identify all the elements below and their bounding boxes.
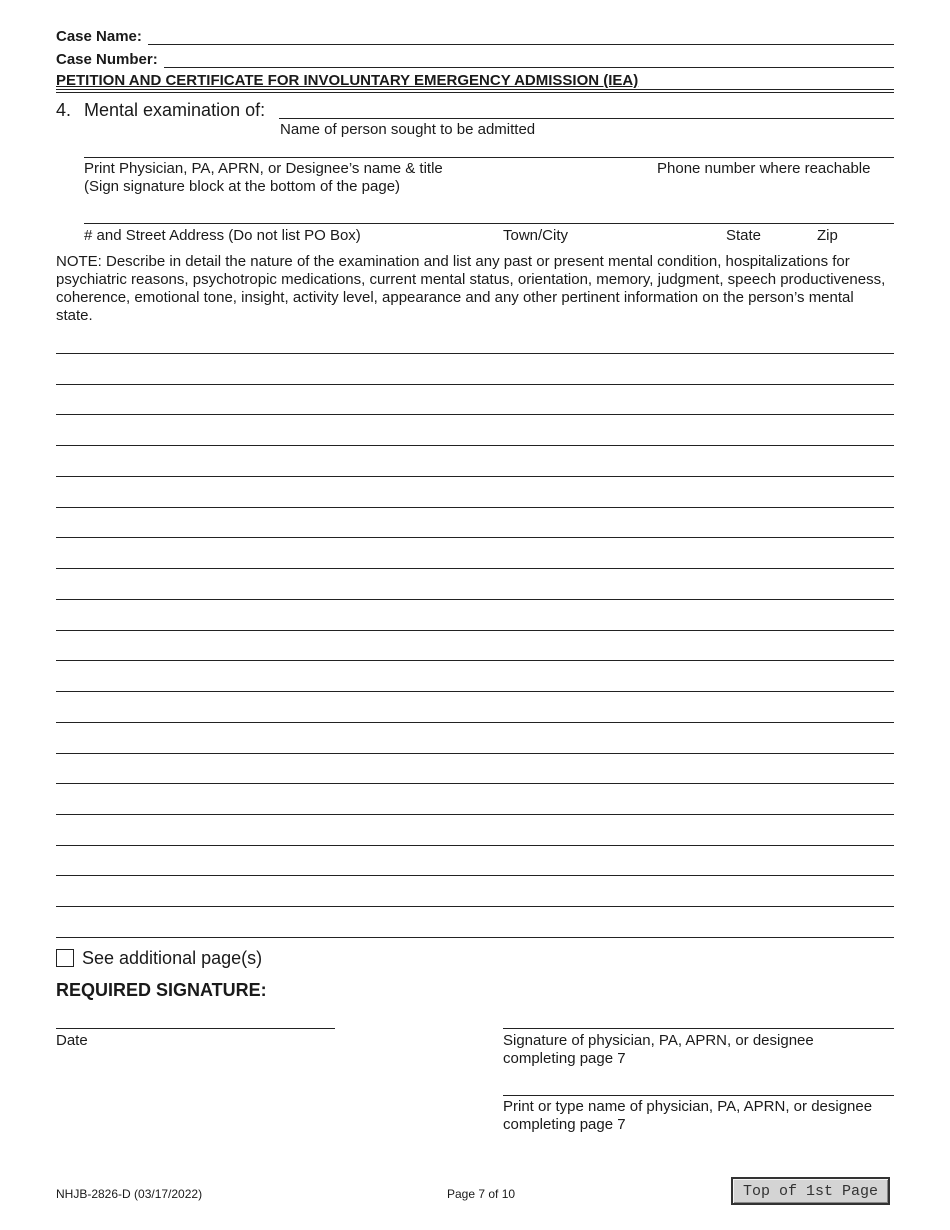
additional-pages-label: See additional page(s) (82, 948, 263, 968)
top-of-first-page-button[interactable]: Top of 1st Page (731, 1177, 890, 1205)
section-number: 4. (56, 100, 72, 120)
signature-field[interactable] (503, 1028, 894, 1029)
writing-line[interactable] (56, 537, 894, 538)
physician-name-field[interactable] (84, 157, 894, 158)
address-caption: # and Street Address (Do not list PO Box) (84, 227, 361, 244)
person-name-field[interactable] (279, 118, 894, 119)
additional-pages-checkbox[interactable] (56, 949, 74, 967)
writing-line[interactable] (56, 814, 894, 815)
form-id: NHJB-2826-D (03/17/2022) (56, 1187, 203, 1201)
title-divider-secondary (56, 92, 894, 93)
writing-line[interactable] (56, 845, 894, 846)
examination-note: NOTE: Describe in detail the nature of the examination and list any past or present mental condition, hospitalizations for psychiatric reasons, psychotropic medications, current mental status, orientation, memory, judgment, speech productiveness, coherence, emotional tone, insight, activity level, appearance and any other pertinent information on the person’s mental state. (56, 253, 886, 324)
printed-name-field[interactable] (503, 1095, 894, 1096)
writing-line[interactable] (56, 722, 894, 723)
physician-caption: Print Physician, PA, APRN, or Designee’s name & title (84, 160, 443, 177)
case-name-field[interactable] (148, 44, 894, 45)
state-caption: State (726, 227, 762, 244)
case-number-field[interactable] (164, 67, 894, 68)
case-name-label: Case Name: (56, 28, 142, 45)
writing-line[interactable] (56, 599, 894, 600)
signature-caption: Signature of physician, PA, APRN, or designee (503, 1032, 814, 1049)
writing-line[interactable] (56, 875, 894, 876)
writing-line[interactable] (56, 507, 894, 508)
writing-line[interactable] (56, 906, 894, 907)
date-caption: Date (56, 1032, 88, 1049)
town-caption: Town/City (503, 227, 569, 244)
date-field[interactable] (56, 1028, 335, 1029)
section-heading: Mental examination of: (84, 100, 266, 120)
writing-line[interactable] (56, 414, 894, 415)
writing-line[interactable] (56, 445, 894, 446)
writing-line[interactable] (56, 353, 894, 354)
printed-name-caption: Print or type name of physician, PA, APRN, or designee (503, 1098, 873, 1115)
printed-name-caption-page: completing page 7 (503, 1116, 626, 1133)
writing-line[interactable] (56, 476, 894, 477)
address-field[interactable] (84, 223, 894, 224)
signature-heading: REQUIRED SIGNATURE: (56, 980, 267, 1000)
case-number-label: Case Number: (56, 51, 158, 68)
form-title: PETITION AND CERTIFICATE FOR INVOLUNTARY EMERGENCY ADMISSION (IEA) (56, 72, 639, 89)
writing-line[interactable] (56, 783, 894, 784)
phone-caption: Phone number where reachable (657, 160, 871, 177)
signature-caption-page: completing page 7 (503, 1050, 626, 1067)
writing-line[interactable] (56, 630, 894, 631)
writing-line[interactable] (56, 937, 894, 938)
writing-line[interactable] (56, 753, 894, 754)
page-number: Page 7 of 10 (447, 1187, 516, 1201)
person-name-caption: Name of person sought to be admitted (280, 121, 536, 138)
writing-line[interactable] (56, 660, 894, 661)
zip-caption: Zip (817, 227, 838, 244)
writing-line[interactable] (56, 384, 894, 385)
writing-line[interactable] (56, 691, 894, 692)
title-divider (56, 89, 894, 90)
writing-line[interactable] (56, 568, 894, 569)
physician-caption-note: (Sign signature block at the bottom of the page) (84, 178, 401, 195)
